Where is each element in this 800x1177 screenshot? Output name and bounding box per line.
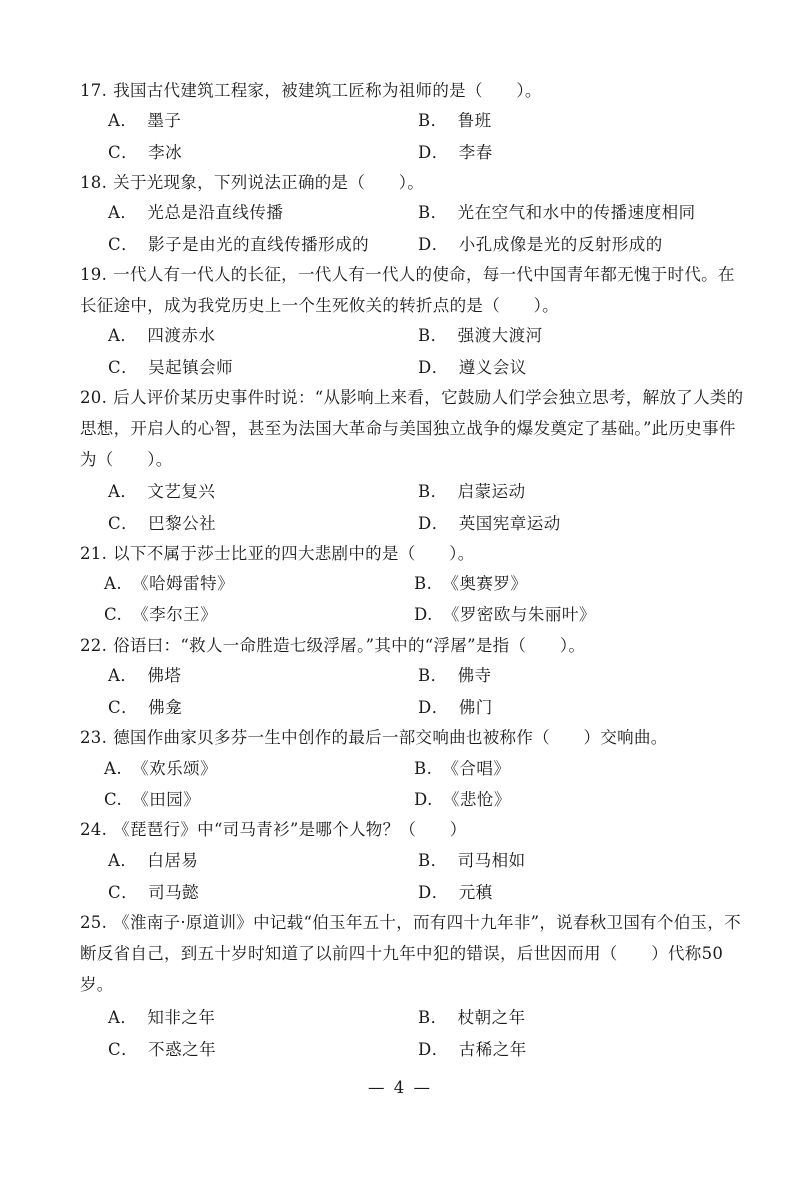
option-b[interactable]: B. 《奥赛罗》: [414, 574, 528, 593]
option-b[interactable]: B. 《合唱》: [414, 759, 511, 778]
question-19: [80, 259, 745, 321]
option-c[interactable]: C． 影子是由光的直线传播形成的: [108, 235, 370, 254]
option-d[interactable]: D． 元稹: [418, 883, 493, 902]
option-a[interactable]: A． 墨子: [108, 111, 182, 130]
option-a[interactable]: A． 文艺复兴: [108, 482, 216, 501]
option-d[interactable]: D． 李春: [418, 143, 493, 162]
option-a[interactable]: A. 《哈姆雷特》: [104, 574, 235, 593]
question-stem: 我国古代建筑工程家，被建筑工匠称为祖师的是（ ）。: [113, 81, 542, 100]
option-d[interactable]: D. 《罗密欧与朱丽叶》: [414, 605, 596, 624]
option-d[interactable]: D． 古稀之年: [418, 1040, 527, 1059]
question-number: 20.: [80, 388, 108, 407]
question-number: 23.: [80, 728, 108, 747]
question-stem: 俗语曰：“救人一命胜造七级浮屠。”其中的“浮屠”是指（ ）。: [113, 636, 586, 655]
question-stem: 《琵琶行》中“司马青衫”是哪个人物？（ ）: [113, 820, 467, 839]
option-b[interactable]: B． 杖朝之年: [418, 1008, 526, 1027]
question-24: [80, 814, 745, 845]
option-d[interactable]: D. 《悲怆》: [414, 790, 511, 809]
option-a[interactable]: A． 四渡赤水: [108, 326, 216, 345]
question-number: 19.: [80, 265, 108, 284]
question-number: 24.: [80, 820, 108, 839]
question-number: 17.: [80, 81, 108, 100]
option-c[interactable]: C． 司马懿: [108, 883, 200, 902]
option-b[interactable]: B． 光在空气和水中的传播速度相同: [418, 203, 696, 222]
option-b[interactable]: B． 佛寺: [418, 666, 492, 685]
question-stem: 德国作曲家贝多芬一生中创作的最后一部交响曲也被称作（ ）交响曲。: [113, 728, 668, 747]
option-b[interactable]: B． 鲁班: [418, 111, 492, 130]
option-a[interactable]: A． 知非之年: [108, 1008, 216, 1027]
option-c[interactable]: C． 不惑之年: [108, 1040, 217, 1059]
option-b[interactable]: B． 强渡大渡河: [418, 326, 543, 345]
question-number: 22.: [80, 636, 108, 655]
option-c[interactable]: C. 《田园》: [104, 790, 201, 809]
option-a[interactable]: A． 白居易: [108, 851, 199, 870]
option-c[interactable]: C． 李冰: [108, 143, 183, 162]
page-number: — 4 —: [368, 1078, 432, 1097]
option-c[interactable]: C． 吴起镇会师: [108, 358, 234, 377]
option-a[interactable]: A． 佛塔: [108, 666, 182, 685]
option-b[interactable]: B． 司马相如: [418, 851, 526, 870]
question-25: [80, 907, 745, 1000]
question-20: [80, 382, 745, 475]
question-stem: 关于光现象，下列说法正确的是（ ）。: [113, 173, 425, 192]
question-stem: 《淮南子·原道训》中记载“伯玉年五十，而有四十九年非”，说春秋卫国有个伯玉，不断反省自己，到五十岁时知道了以前四十九年中犯的错误，后世因而用（ ）代称50岁。: [80, 913, 741, 994]
option-d[interactable]: D． 小孔成像是光的反射形成的: [418, 235, 663, 254]
question-17: [80, 75, 745, 106]
question-22: [80, 630, 745, 661]
option-d[interactable]: D． 遵义会议: [418, 358, 527, 377]
question-stem: 一代人有一代人的长征，一代人有一代人的使命，每一代中国青年都无愧于时代。在长征途中，成为我党历史上一个生死攸关的转折点的是（ ）。: [80, 265, 735, 315]
question-21: [80, 538, 745, 569]
question-stem: 以下不属于莎士比亚的四大悲剧中的是（ ）。: [113, 544, 475, 563]
question-23: [80, 722, 745, 753]
option-d[interactable]: D． 佛门: [418, 698, 493, 717]
question-number: 18.: [80, 173, 108, 192]
question-number: 25.: [80, 913, 108, 932]
option-c[interactable]: C. 《李尔王》: [104, 605, 218, 624]
option-b[interactable]: B． 启蒙运动: [418, 482, 526, 501]
option-a[interactable]: A. 《欢乐颂》: [104, 759, 218, 778]
question-number: 21.: [80, 544, 108, 563]
option-c[interactable]: C． 巴黎公社: [108, 514, 217, 533]
option-c[interactable]: C． 佛龛: [108, 698, 183, 717]
question-18: [80, 167, 745, 198]
question-stem: 后人评价某历史事件时说：“从影响上来看，它鼓励人们学会独立思考，解放了人类的思想，开启人的心智，甚至为法国大革命与美国独立战争的爆发奠定了基础。”此历史事件为（ ）。: [80, 388, 744, 469]
option-a[interactable]: A． 光总是沿直线传播: [108, 203, 284, 222]
option-d[interactable]: D． 英国宪章运动: [418, 514, 561, 533]
